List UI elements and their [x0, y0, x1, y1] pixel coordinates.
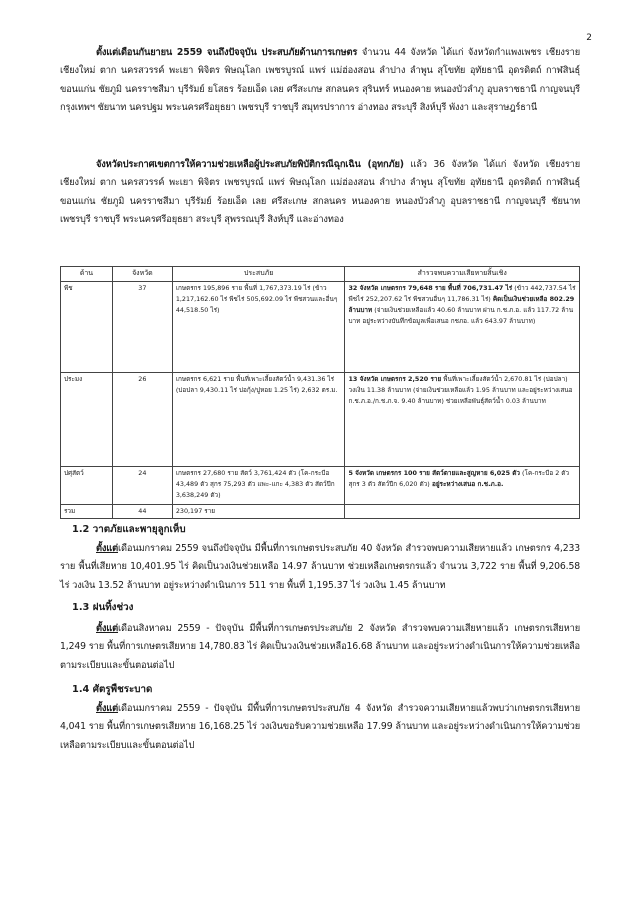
intro-paragraph [60, 44, 580, 117]
section-1-3-lead: ตั้งแต่ [96, 623, 119, 634]
section-1-2-paragraph [60, 540, 580, 595]
section-1-3-paragraph [60, 620, 580, 675]
cell-sector: พืช [61, 282, 113, 373]
cell-affected: เกษตรกร 6,621 ราย พื้นที่เพาะเลี้ยงสัตว์น้ำ 9,431.36 ไร่ (บ่อปลา 9,430.11 ไร่ บ่อกุ้ง/ปูหอย 1.25 ไร่) 2,632 ตร.ม. [172, 373, 345, 467]
declared-text: แล้ว 36 จังหวัด ได้แก่ จังหวัด เชียงราย เชียงใหม่ ตาก นครสวรรค์ พะเยา พิจิตร เพชรบูรณ์ แพร่ พิษณุโลก แม่ฮ่องสอน ลำปาง ลำพูน สุโขทัย อุทัยธานี อุดรดิตถ์ กาฬสินธุ์ ขอนแก่น ชัยภูมิ นครราชสีมา บุรีรัมย์ ร้อยเอ็ด เลย ศรีสะเกษ สกลนคร หนองคาย หนองบัวลำภู อุบลราชธานี กาญจนบุรี ชัยนาท เพชรบุรี ราชบุรี พระนครศรีอยุธยา สระบุรี สุพรรณบุรี สิงห์บุรี และอ่างทอง [60, 159, 580, 225]
table-row-crops [61, 282, 580, 373]
total-loss [345, 505, 580, 519]
header-affected: ประสบภัย [172, 267, 345, 282]
loss-summary: 13 จังหวัด เกษตรกร 2,520 ราย [348, 375, 442, 383]
table-row-fishery [61, 373, 580, 467]
cell-loss [345, 467, 580, 505]
section-1-4-heading: 1.4 ศัตรูพืชระบาด [72, 684, 153, 695]
header-loss: สำรวจพบความเสียหายสิ้นเชิง [345, 267, 580, 282]
section-1-3-heading: 1.3 ฝนทิ้งช่วง [72, 602, 134, 613]
loss-detail: (โค-กระบือ 2 ตัว สุกร 3 ตัว สัตว์ปีก 6,020 ตัว) [348, 469, 570, 488]
section-1-4-text: เดือนมกราคม 2559 - ปัจจุบัน มีพื้นที่การเกษตรประสบภัย 4 จังหวัด สำรวจความเสียหายแล้วพบว่าเกษตรกรเสียหาย 4,041 ราย พื้นที่การเกษตรเสียหาย 16,168.25 ไร่ วงเงินขอรับความช่วยเหลือ 17.99 ล้านบาท และอยู่ระหว่างดำเนินการให้ความช่วยเหลือตามระเบียบและขั้นตอนต่อไป [60, 703, 580, 751]
damage-table [60, 266, 580, 519]
header-provinces: จังหวัด [112, 267, 172, 282]
intro-text: จำนวน 44 จังหวัด ได้แก่ จังหวัดกำแพงเพชร เชียงราย เชียงใหม่ ตาก นครสวรรค์ พะเยา พิจิตร พิษณุโลก เพชรบูรณ์ แพร่ แม่ฮ่องสอน ลำปาง ลำพูน สุโขทัย อุทัยธานี อุดรดิตถ์ กาฬสินธุ์ ขอนแก่น ชัยภูมิ นครราชสีมา บุรีรัมย์ ยโสธร ร้อยเอ็ด เลย ศรีสะเกษ สกลนคร สุรินทร์ หนองคาย หนองบัวลำภู อุบลราชธานี กาญจนบุรี กรุงเทพฯ ชัยนาท นครปฐม พระนครศรีอยุธยา เพชรบุรี ราชบุรี สมุทรปราการ อ่างทอง สระบุรี สิงห์บุรี พังงา และสุราษฎร์ธานี [60, 47, 580, 113]
table-total-row [61, 505, 580, 519]
section-1-4-paragraph [60, 700, 580, 755]
section-1-4-lead: ตั้งแต่ [96, 703, 119, 714]
cell-loss [345, 373, 580, 467]
loss-summary: 5 จังหวัด เกษตรกร 100 ราย สัตว์ตายและสูญหาย 6,025 ตัว [348, 469, 521, 477]
total-provinces: 44 [112, 505, 172, 519]
cell-loss [345, 282, 580, 373]
total-label: รวม [61, 505, 113, 519]
cell-affected: เกษตรกร 27,680 ราย สัตว์ 3,761,424 ตัว (โค-กระบือ 43,489 ตัว สุกร 75,293 ตัว แพะ-แกะ 4,383 ตัว สัตว์ปีก 3,638,249 ตัว) [172, 467, 345, 505]
loss-summary: 32 จังหวัด เกษตรกร 79,648 ราย พื้นที่ 706,731.47 ไร่ [348, 284, 513, 292]
declared-paragraph [60, 156, 580, 229]
cell-sector: ประมง [61, 373, 113, 467]
cell-affected: เกษตรกร 195,896 ราย พื้นที่ 1,767,373.19 ไร่ (ข้าว 1,217,162.60 ไร่ พืชไร่ 505,692.09 ไร่ พืชสวนและอื่นๆ 44,518.50 ไร่) [172, 282, 345, 373]
table-row-livestock [61, 467, 580, 505]
intro-lead: ตั้งแต่เดือนกันยายน 2559 จนถึงปัจจุบัน ประสบภัยด้านการเกษตร [96, 47, 358, 58]
section-1-2-text: เดือนมกราคม 2559 จนถึงปัจจุบัน มีพื้นที่การเกษตรประสบภัย 40 จังหวัด สำรวจพบความเสียหายแล้ว เกษตรกร 4,233 ราย พื้นที่เสียหาย 10,401.95 ไร่ คิดเป็นวงเงินช่วยเหลือ 14.97 ล้านบาท ช่วยเหลือเกษตรกรแล้ว จำนวน 3,722 ราย พื้นที่ 9,206.58 ไร่ วงเงิน 13.52 ล้านบาท อยู่ระหว่างดำเนินการ 511 ราย พื้นที่ 1,195.37 ไร่ วงเงิน 1.45 ล้านบาท [60, 543, 580, 591]
cell-provinces: 37 [112, 282, 172, 373]
loss-status: (จ่ายเงินช่วยเหลือแล้ว 40.60 ล้านบาท ผ่าน ก.ช.ภ.อ. แล้ว 117.72 ล้านบาท อยู่ระหว่างบันทึกข้อมูลเพื่อเสนอ กชภอ. แล้ว 643.97 ล้านบาท) [348, 306, 574, 325]
table-header-row [61, 267, 580, 282]
loss-detail: พื้นที่เพาะเลี้ยงสัตว์น้ำ 2,670.81 ไร่ (บ่อปลา) วงเงิน 11.38 ล้านบาท (จ่ายเงินช่วยเหลือแล้ว 1.95 ล้านบาท และอยู่ระหว่างเสนอ ก.ช.ภ.อ./ก.ช.ภ.จ. 9.40 ล้านบาท) ช่วยเหลือพันธุ์สัตว์น้ำ 0.03 ล้านบาท [348, 375, 573, 405]
section-1-2-heading: 1.2 วาตภัยและพายุลูกเห็บ [72, 524, 186, 535]
cell-provinces: 26 [112, 373, 172, 467]
cell-sector: ปศุสัตว์ [61, 467, 113, 505]
section-1-3-text: เดือนสิงหาคม 2559 - ปัจจุบัน มีพื้นที่การเกษตรประสบภัย 2 จังหวัด สำรวจพบความเสียหายแล้ว เกษตรกรเสียหาย 1,249 ราย พื้นที่การเกษตรเสียหาย 14,780.83 ไร่ คิดเป็นวงเงินช่วยเหลือ16.68 ล้านบาท และอยู่ระหว่างดำเนินการให้ความช่วยเหลือตามระเบียบและขั้นตอนต่อไป [60, 623, 580, 671]
loss-status: อยู่ระหว่างเสนอ ก.ช.ภ.อ. [429, 480, 504, 488]
declared-lead: จังหวัดประกาศเขตการให้ความช่วยเหลือผู้ประสบภัยพิบัติกรณีฉุกเฉิน (อุทกภัย) [96, 159, 404, 170]
loss-amount: คิดเป็นเงินช่วยเหลือ 802.29 ล้านบาท [348, 295, 575, 314]
section-1-2-lead: ตั้งแต่ [96, 543, 119, 554]
loss-detail: (ข้าว 442,737.54 ไร่ พืชไร่ 252,207.62 ไร่ พืชสวนอื่นๆ 11,786.31 ไร่) [348, 284, 576, 303]
header-sector: ด้าน [61, 267, 113, 282]
total-affected: 230,197 ราย [172, 505, 345, 519]
page-number: 2 [586, 33, 592, 43]
cell-provinces: 24 [112, 467, 172, 505]
